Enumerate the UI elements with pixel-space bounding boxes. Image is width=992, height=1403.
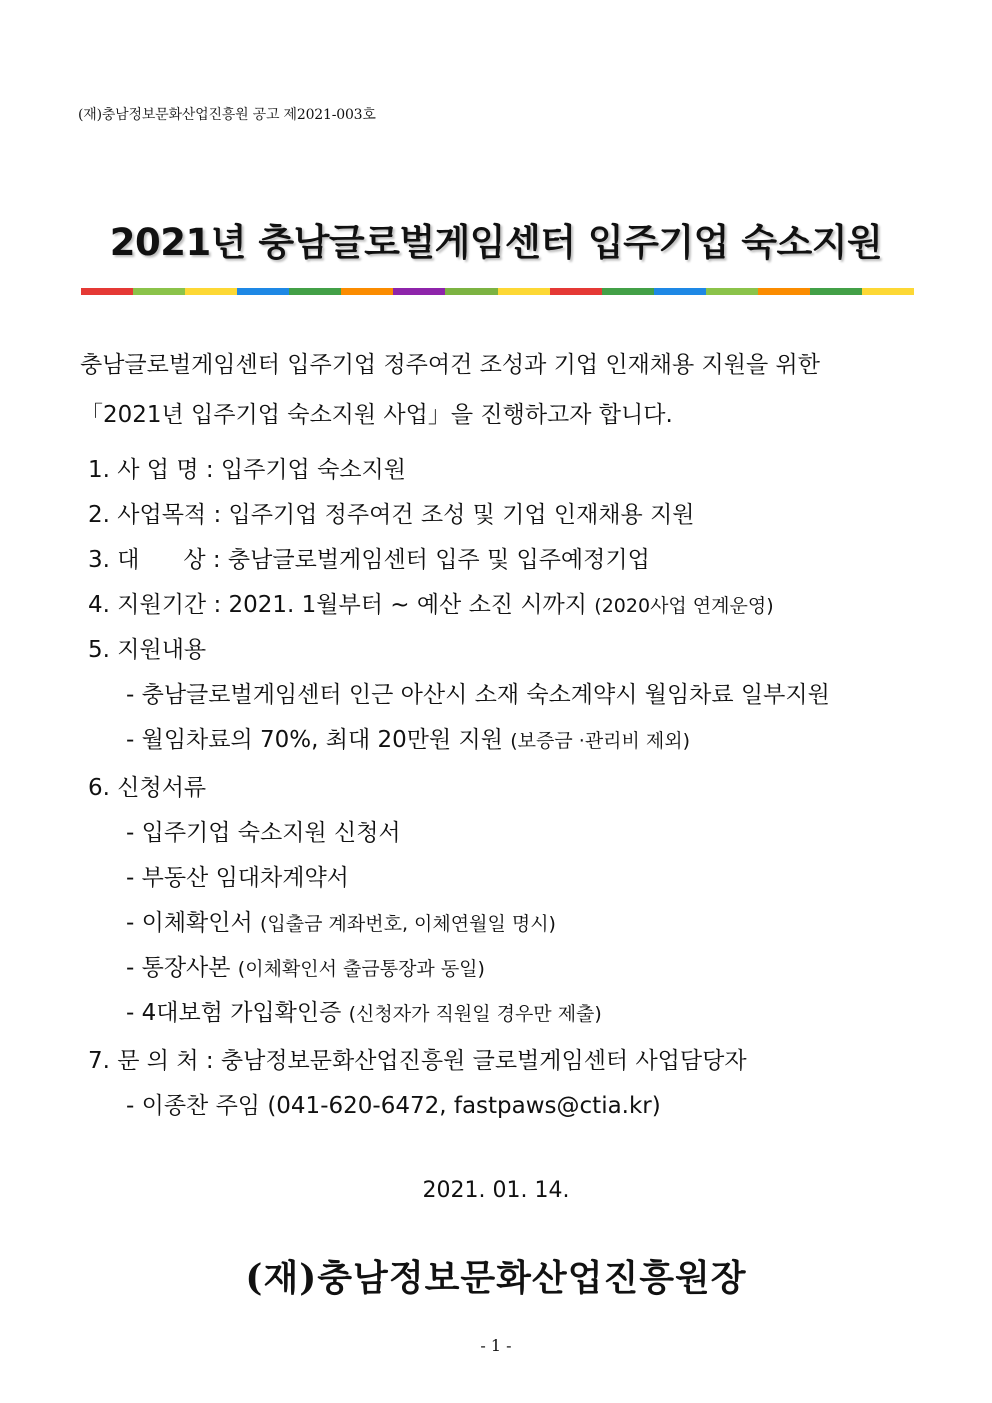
list-item: 2. 사업목적 : 입주기업 정주여건 조성 및 기업 인재채용 지원 <box>88 502 695 528</box>
title-bar-segment <box>393 288 445 295</box>
title-bar-segment <box>758 288 810 295</box>
title-underline-bar <box>81 288 914 295</box>
title-bar-segment <box>862 288 914 295</box>
list-subitem: - 월임차료의 70%, 최대 20만원 지원 (보증금 ·관리비 제외) <box>126 727 691 753</box>
title-bar-segment <box>810 288 862 295</box>
notice-number: (재)충남정보문화산업진흥원 공고 제2021-003호 <box>78 107 376 123</box>
item-list <box>88 448 928 1129</box>
title-bar-segment <box>237 288 289 295</box>
list-subitem: - 부동산 임대차계약서 <box>126 865 349 891</box>
list-item: 5. 지원내용 <box>88 637 207 663</box>
list-item: 6. 신청서류 <box>88 775 207 801</box>
list-subitem: - 이종찬 주임 (041-620-6472, fastpaws@ctia.kr) <box>126 1093 661 1119</box>
list-item: 1. 사 업 명 : 입주기업 숙소지원 <box>88 457 406 483</box>
title-bar-segment <box>602 288 654 295</box>
issuer-name: (재)충남정보문화산업진흥원장 <box>245 1257 747 1299</box>
title-bar-segment <box>706 288 758 295</box>
list-subitem: - 4대보험 가입확인증 (신청자가 직원일 경우만 제출) <box>126 1000 602 1026</box>
title-bar-segment <box>550 288 602 295</box>
document-title: 2021년 충남글로벌게임센터 입주기업 숙소지원 <box>109 221 883 264</box>
intro-line: 충남글로벌게임센터 입주기업 정주여건 조성과 기업 인재채용 지원을 위한 <box>80 352 820 378</box>
title-bar-segment <box>185 288 237 295</box>
list-item: 3. 대 상 : 충남글로벌게임센터 입주 및 입주예정기업 <box>88 547 650 573</box>
title-bar-segment <box>341 288 393 295</box>
intro-line: 「2021년 입주기업 숙소지원 사업」을 진행하고자 합니다. <box>80 402 673 428</box>
list-item: 4. 지원기간 : 2021. 1월부터 ~ 예산 소진 시까지 (2020사업 연계운영) <box>88 592 774 618</box>
title-bar-segment <box>289 288 341 295</box>
list-subitem: - 이체확인서 (입출금 계좌번호, 이체연월일 명시) <box>126 910 556 936</box>
title-bar-segment <box>133 288 185 295</box>
list-subitem: - 입주기업 숙소지원 신청서 <box>126 820 401 846</box>
page-number: - 1 - <box>480 1336 512 1355</box>
title-bar-segment <box>498 288 550 295</box>
intro-paragraph <box>80 340 920 440</box>
title-bar-segment <box>654 288 706 295</box>
title-bar-segment <box>445 288 497 295</box>
list-item: 7. 문 의 처 : 충남정보문화산업진흥원 글로벌게임센터 사업담당자 <box>88 1048 747 1074</box>
list-subitem: - 충남글로벌게임센터 인근 아산시 소재 숙소계약시 월임차료 일부지원 <box>126 682 830 708</box>
notice-date: 2021. 01. 14. <box>422 1178 570 1203</box>
title-bar-segment <box>81 288 133 295</box>
list-subitem: - 통장사본 (이체확인서 출금통장과 동일) <box>126 955 485 981</box>
